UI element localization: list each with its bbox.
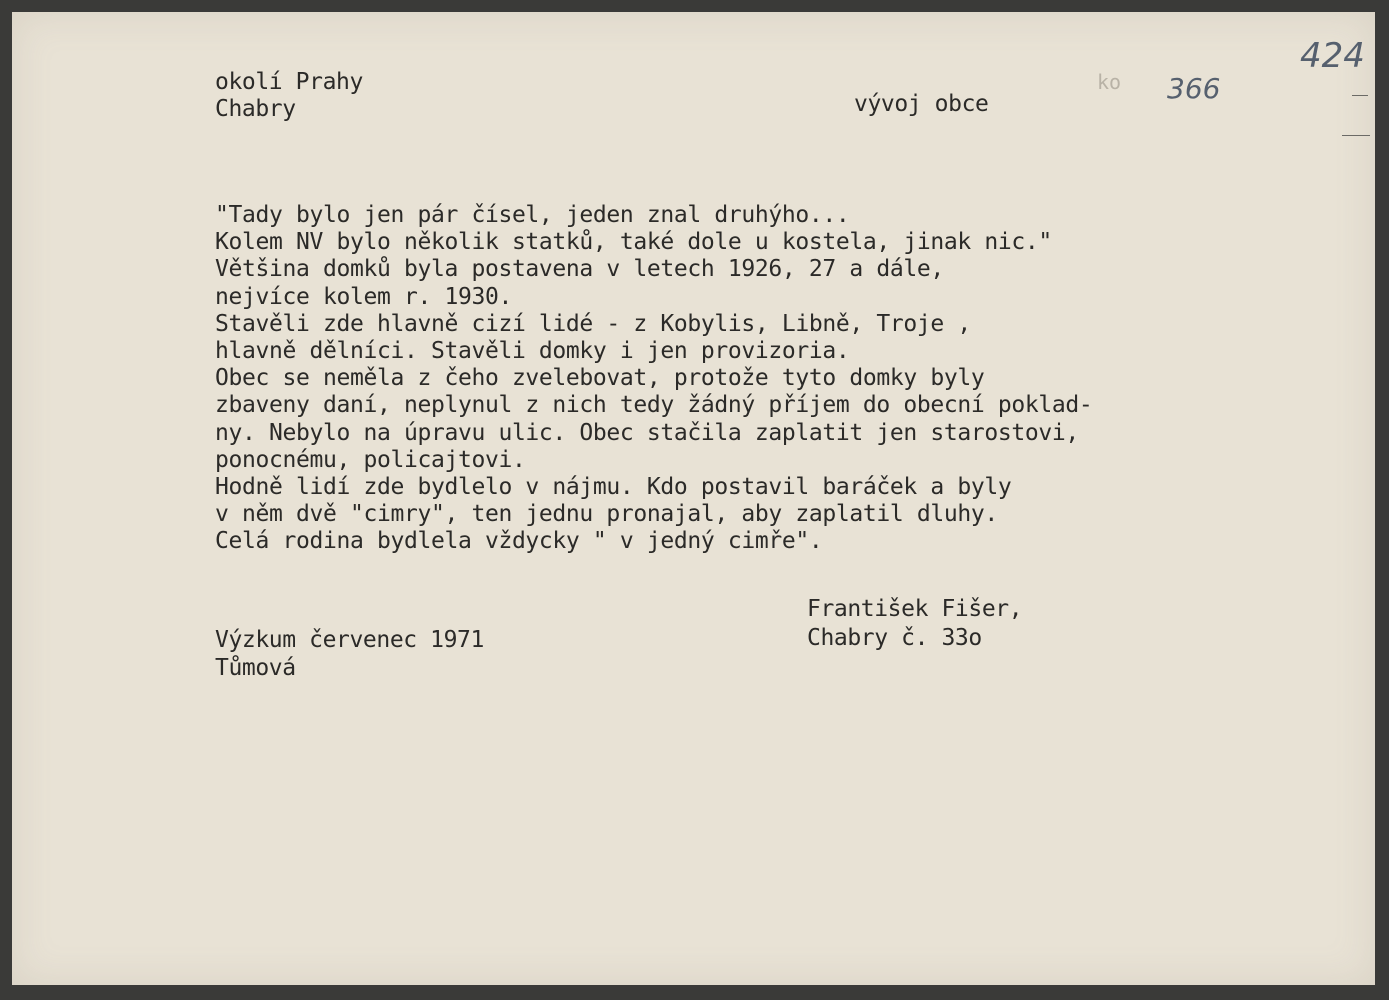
body-line: Většina domků byla postavena v letech 1926, 27 a dále, — [215, 256, 944, 283]
body-line: v něm dvě "cimry", ten jednu pronajal, aby zaplatil dluhy. — [215, 501, 998, 528]
body-line: Hodně lidí zde bydlelo v nájmu. Kdo postavil baráček a byly — [215, 473, 1012, 500]
archive-card — [12, 12, 1375, 985]
page-number: 424 — [1300, 36, 1365, 76]
body-line: Kolem NV bylo několik statků, také dole u kostela, jinak nic." — [215, 229, 1052, 256]
body-line: ponocnému, policajtovi. — [215, 446, 526, 473]
region-label: okolí Prahy — [215, 69, 363, 95]
margin-mark — [1342, 135, 1370, 136]
body-line: nejvíce kolem r. 1930. — [215, 283, 512, 310]
place-label: Chabry — [215, 96, 296, 122]
informant-address: Chabry č. 33o — [807, 625, 982, 651]
topic-label: vývoj obce — [854, 91, 989, 117]
informant-name: František Fišer, — [807, 596, 1023, 622]
margin-mark — [1352, 95, 1368, 96]
body-text — [215, 202, 1092, 555]
researcher-name: Tůmová — [215, 655, 296, 681]
archive-number: 366 — [1167, 72, 1221, 105]
research-date: Výzkum červenec 1971 — [215, 627, 484, 653]
body-line: Celá rodina bydlela vždycky " v jedný cimře". — [215, 528, 823, 555]
body-line: hlavně dělníci. Stavěli domky i jen provizoria. — [215, 337, 850, 364]
body-line: Obec se neměla z čeho zvelebovat, protože tyto domky byly — [215, 365, 985, 392]
body-line: "Tady bylo jen pár čísel, jeden znal druhýho... — [215, 202, 850, 228]
body-line: zbaveny daní, neplynul z nich tedy žádný příjem do obecní poklad- — [215, 392, 1093, 419]
faint-code: ko — [1097, 70, 1122, 94]
body-line: Stavěli zde hlavně cizí lidé - z Kobylis, Libně, Troje , — [215, 310, 971, 337]
body-line: ny. Nebylo na úpravu ulic. Obec stačila zaplatit jen starostovi, — [215, 419, 1079, 446]
